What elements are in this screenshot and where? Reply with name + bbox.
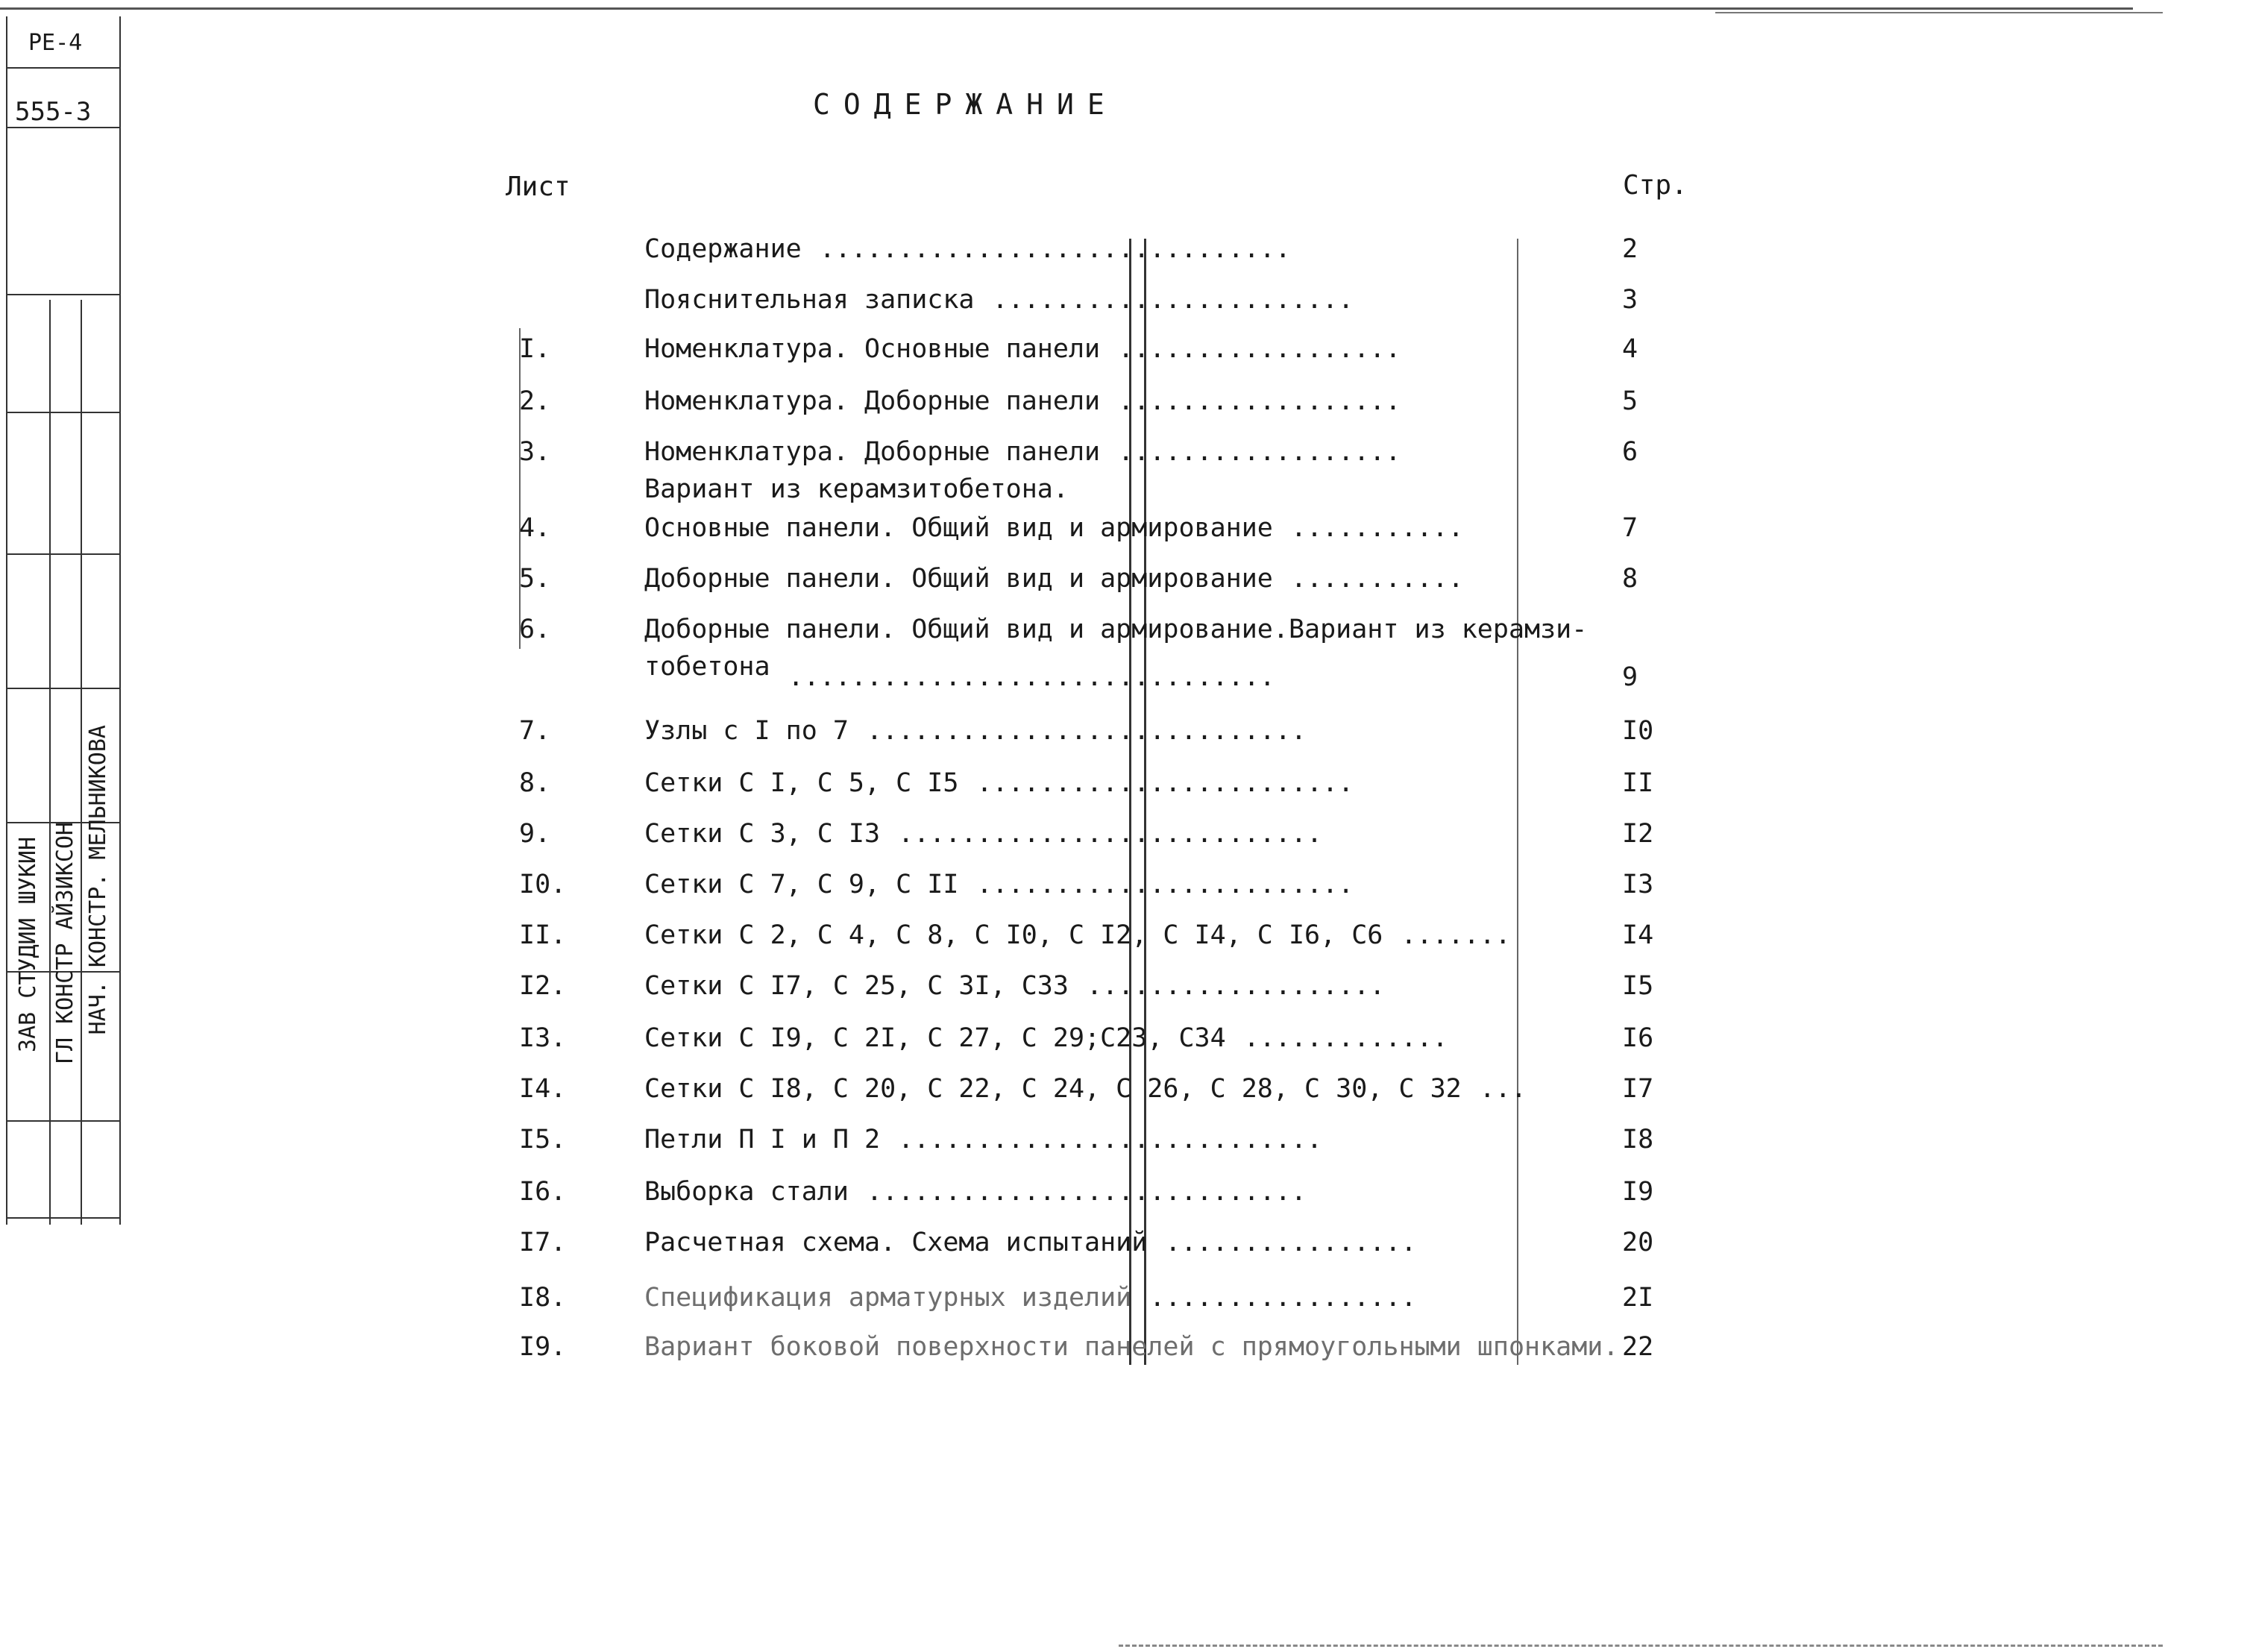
entry-page-number: 5	[1622, 386, 1638, 416]
strip-divider	[6, 127, 121, 128]
entry-number: I9.	[519, 1332, 567, 1362]
bottom-border-line	[1119, 1645, 2163, 1648]
entry-page-number: I4	[1622, 920, 1654, 950]
entry-title: Спецификация арматурных изделий	[644, 1283, 1132, 1313]
contents-entry	[0, 920, 2250, 958]
contents-entry	[0, 1283, 2250, 1320]
entry-title: Выборка стали	[644, 1177, 849, 1207]
entry-page-number: I3	[1622, 870, 1654, 899]
entry-title: Пояснительная записка	[644, 285, 975, 315]
dot-leader: ...................	[1086, 971, 1386, 1001]
signature-head-studio: ЗАВ СТУДИИ ШУКИН	[15, 837, 41, 1052]
column-header-page: Стр.	[1623, 170, 1688, 201]
entry-number: 7.	[519, 716, 551, 746]
entry-title: Сетки С I9, С 2I, С 27, С 29;С23, С34	[644, 1023, 1226, 1053]
entry-number: I5.	[519, 1125, 567, 1155]
strip-divider	[6, 553, 121, 555]
entry-page-number: 4	[1622, 334, 1638, 364]
entry-page-number: I2	[1622, 819, 1654, 849]
dot-leader: .................	[1149, 1283, 1417, 1313]
entry-page-number: 2I	[1622, 1283, 1654, 1313]
entry-page-number: I0	[1622, 716, 1654, 746]
dot-leader: .......	[1401, 920, 1511, 950]
entry-page-number: 3	[1622, 285, 1638, 315]
entry-number: 8.	[519, 768, 551, 798]
entry-title-continuation: тобетона	[644, 652, 770, 682]
entry-title: Узлы с I по 7	[644, 716, 849, 746]
strip-divider	[6, 688, 121, 689]
entry-number: I6.	[519, 1177, 567, 1207]
stamp-number: 555-3	[15, 97, 92, 127]
entry-title: Сетки С I7, С 25, С 3I, С33	[644, 971, 1069, 1001]
entry-title: Вариант боковой поверхности панелей с прямоугольными шпонками.	[644, 1332, 1619, 1362]
dot-leader: ..................	[1118, 437, 1401, 467]
dot-leader: ...........	[1290, 513, 1464, 543]
entry-title: Сетки С I, С 5, С I5	[644, 768, 959, 798]
entry-page-number: 8	[1622, 564, 1638, 594]
entry-number: 3.	[519, 437, 551, 467]
entry-title: Доборные панели. Общий вид и армирование.Вариант из керамзи-	[644, 615, 1588, 644]
contents-entry	[0, 1228, 2250, 1265]
entry-page-number: I6	[1622, 1023, 1654, 1053]
dot-leader: ..............................	[819, 234, 1291, 264]
strip-divider	[6, 1120, 121, 1122]
dot-leader: ................	[1165, 1228, 1417, 1257]
dot-leader: ...........................	[898, 819, 1323, 849]
entry-title: Петли П I и П 2	[644, 1125, 881, 1155]
dot-leader: ..................	[1118, 334, 1401, 364]
entry-number: I3.	[519, 1023, 567, 1053]
contents-entry	[0, 615, 2250, 692]
entry-number: I8.	[519, 1283, 567, 1313]
dot-leader: ...............................	[788, 662, 1275, 692]
entry-number: I0.	[519, 870, 567, 899]
dot-leader: ........................	[976, 870, 1354, 899]
entry-title: Сетки С 7, С 9, С II	[644, 870, 959, 899]
entry-title: Сетки С 3, С I3	[644, 819, 881, 849]
dot-leader: ...........................	[898, 1125, 1323, 1155]
strip-divider	[6, 1217, 121, 1219]
contents-entry	[0, 513, 2250, 550]
entry-title: Номенклатура. Основные панели	[644, 334, 1101, 364]
page-title: СОДЕРЖАНИЕ	[813, 88, 1118, 121]
contents-entry	[0, 564, 2250, 601]
entry-page-number: I7	[1622, 1074, 1654, 1104]
entry-number: I2.	[519, 971, 567, 1001]
dot-leader: ..................	[1118, 386, 1401, 416]
entry-page-number: I5	[1622, 971, 1654, 1001]
signature-chief-designer: ГЛ КОНСТР АЙЗИКСОН	[52, 822, 78, 1065]
entry-number: 2.	[519, 386, 551, 416]
strip-divider	[6, 67, 121, 69]
dot-leader: .............	[1243, 1023, 1448, 1053]
dot-leader: ........................	[976, 768, 1354, 798]
dot-leader: ...	[1479, 1074, 1527, 1104]
entry-title-continuation: Вариант из керамзитобетона.	[644, 474, 1069, 504]
entry-number: I.	[519, 334, 551, 364]
entry-page-number: 2	[1622, 234, 1638, 264]
entry-title: Номенклатура. Доборные панели	[644, 437, 1101, 467]
entry-page-number: 9	[1622, 662, 1638, 692]
entry-number: I4.	[519, 1074, 567, 1104]
entry-page-number: 22	[1622, 1332, 1654, 1362]
entry-number: 6.	[519, 615, 551, 644]
column-header-sheet: Лист	[506, 172, 571, 202]
entry-page-number: I9	[1622, 1177, 1654, 1207]
entry-number: 9.	[519, 819, 551, 849]
entry-page-number: I8	[1622, 1125, 1654, 1155]
signature-head-designer: НАЧ. КОНСТР. МЕЛЬНИКОВА	[85, 725, 111, 1035]
stamp-code: PE-4	[28, 30, 83, 56]
entry-title: Номенклатура. Доборные панели	[644, 386, 1101, 416]
contents-entry	[0, 1074, 2250, 1111]
entry-page-number: 20	[1622, 1228, 1654, 1257]
contents-entry	[0, 1332, 2250, 1369]
entry-number: II.	[519, 920, 567, 950]
entry-number: 5.	[519, 564, 551, 594]
entry-page-number: 6	[1622, 437, 1638, 467]
top-border-line	[1715, 12, 2163, 13]
entry-page-number: II	[1622, 768, 1654, 798]
entry-title: Сетки С 2, С 4, С 8, С I0, С I2, С I4, С I6, С6	[644, 920, 1383, 950]
entry-number: 4.	[519, 513, 551, 543]
entry-title: Основные панели. Общий вид и армирование	[644, 513, 1273, 543]
contents-entry	[0, 1023, 2250, 1061]
entry-page-number: 7	[1622, 513, 1638, 543]
dot-leader: ...........	[1290, 564, 1464, 594]
dot-leader: ............................	[866, 716, 1307, 746]
top-border-line	[0, 7, 2133, 10]
entry-title: Расчетная схема. Схема испытаний	[644, 1228, 1148, 1257]
entry-title: Доборные панели. Общий вид и армирование	[644, 564, 1273, 594]
dot-leader: .......................	[992, 285, 1354, 315]
entry-number: I7.	[519, 1228, 567, 1257]
dot-leader: ............................	[866, 1177, 1307, 1207]
entry-title: Содержание	[644, 234, 802, 264]
entry-title: Сетки С I8, С 20, С 22, С 24, С 26, С 28, С 30, С 32	[644, 1074, 1462, 1104]
